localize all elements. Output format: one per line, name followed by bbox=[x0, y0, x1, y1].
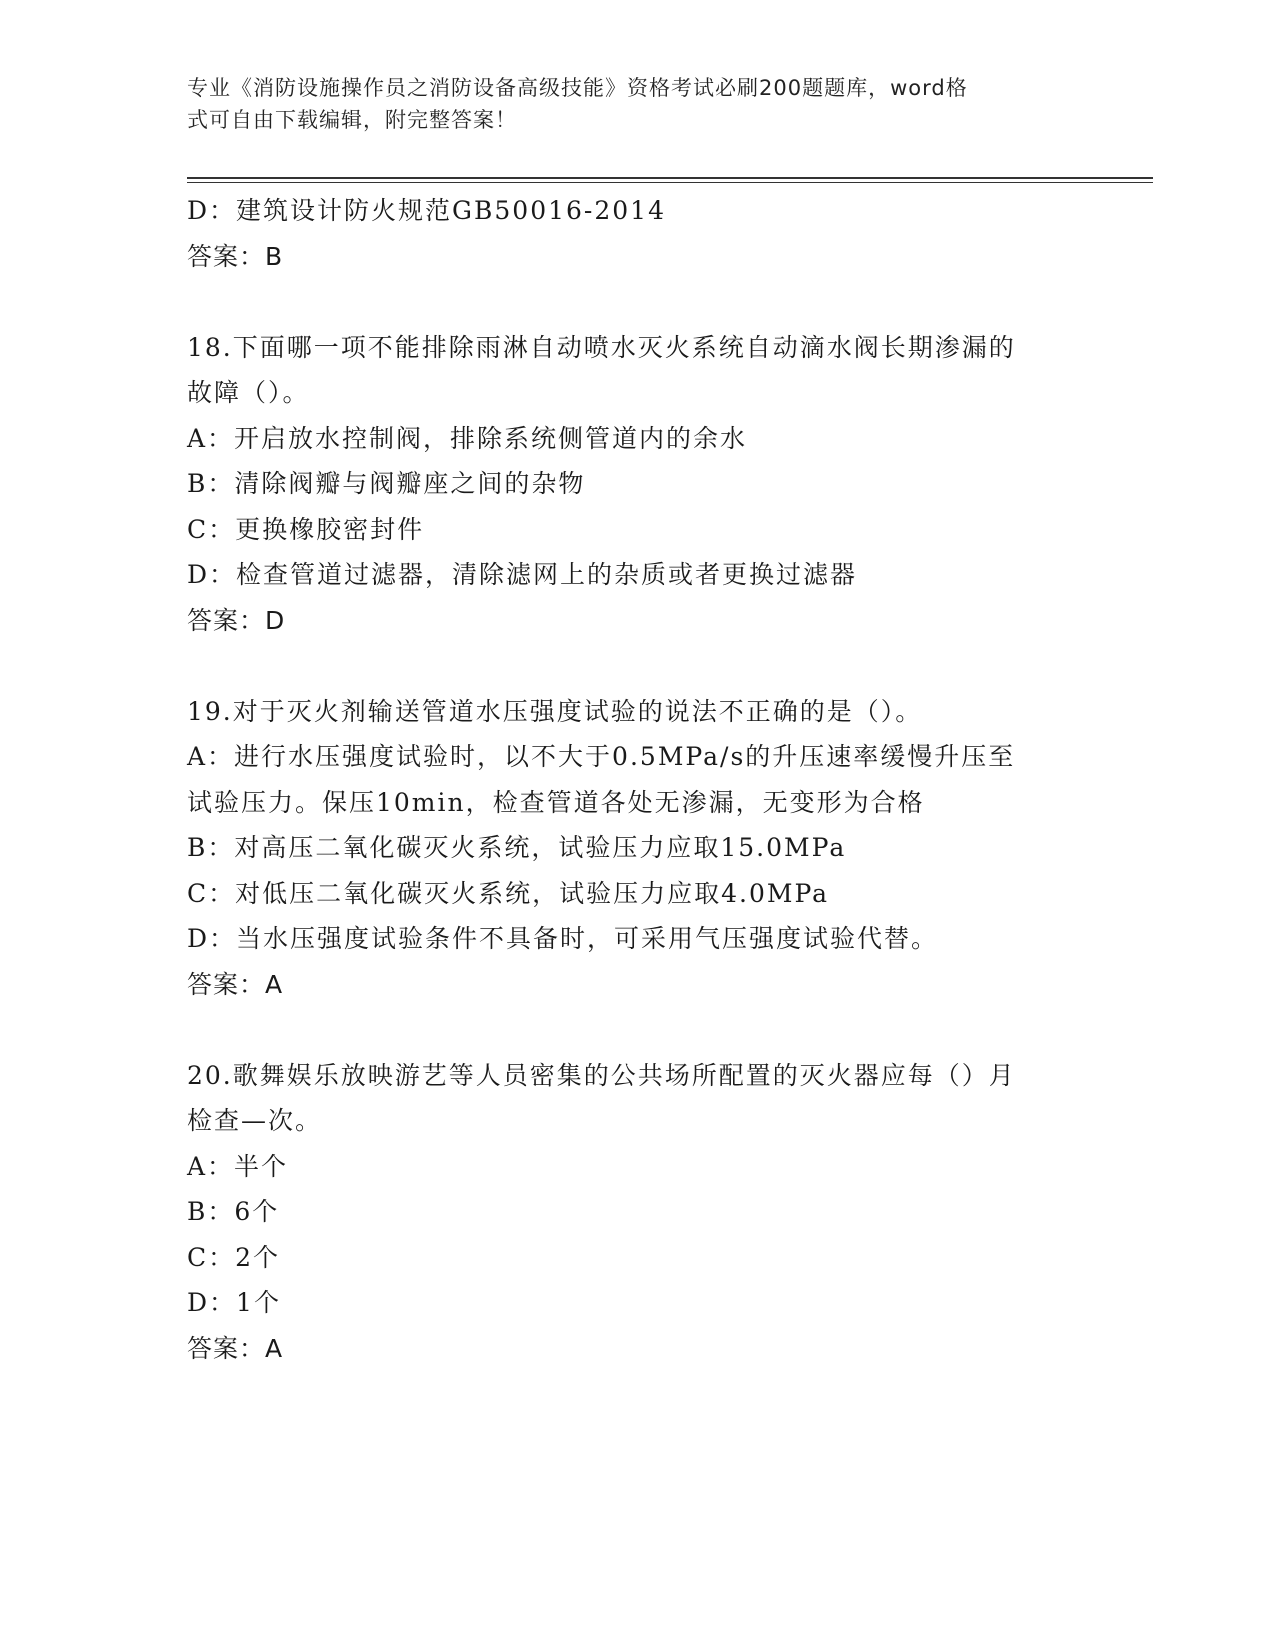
header-divider-thin bbox=[187, 182, 1153, 183]
q19-option-b: B：对高压二氧化碳灭火系统，试验压力应取15.0MPa bbox=[187, 833, 847, 862]
question-20 bbox=[187, 1053, 1087, 1372]
q19-stem: 19.对于灭火剂输送管道水压强度试验的说法不正确的是（）。 bbox=[187, 696, 923, 726]
spacer bbox=[187, 1007, 1087, 1053]
q19-option-a-line-1: A：进行水压强度试验时，以不大于0.5MPa/s的升压速率缓慢升压至 bbox=[187, 742, 1016, 771]
question-19 bbox=[187, 689, 1087, 1008]
header-line-1: 专业《消防设施操作员之消防设备高级技能》资格考试必刷200题题库，word格 bbox=[187, 76, 968, 100]
q19-option-c: C：对低压二氧化碳灭火系统，试验压力应取4.0MPa bbox=[187, 878, 830, 908]
q20-option-c: C：2个 bbox=[187, 1242, 281, 1272]
q19-option-d: D：当水压强度试验条件不具备时，可采用气压强度试验代替。 bbox=[187, 924, 939, 953]
q20-option-b: B：6个 bbox=[187, 1197, 280, 1226]
header-line-2: 式可自由下载编辑，附完整答案！ bbox=[187, 108, 517, 132]
q18-option-c: C：更换橡胶密封件 bbox=[187, 514, 425, 544]
q20-stem-line-2: 检查—次。 bbox=[187, 1106, 323, 1135]
q18-answer: 答案：D bbox=[187, 605, 286, 635]
q18-option-b: B：清除阀瓣与阀瓣座之间的杂物 bbox=[187, 469, 586, 498]
q19-option-a-line-2: 试验压力。保压10min，检查管道各处无渗漏，无变形为合格 bbox=[187, 787, 925, 817]
q18-option-a: A：开启放水控制阀，排除系统侧管道内的余水 bbox=[187, 423, 748, 453]
spacer bbox=[187, 643, 1087, 689]
q19-answer: 答案：A bbox=[187, 969, 284, 999]
q18-stem-line-1: 18.下面哪一项不能排除雨淋自动喷水灭火系统自动滴水阀长期渗漏的 bbox=[187, 332, 1016, 362]
question-18 bbox=[187, 325, 1087, 644]
q18-stem-line-2: 故障（）。 bbox=[187, 378, 310, 407]
prev-option-d: D：建筑设计防火规范GB50016-2014 bbox=[187, 196, 666, 225]
header-divider-thick bbox=[187, 177, 1153, 179]
q20-option-d: D：1个 bbox=[187, 1288, 281, 1317]
question-list bbox=[187, 188, 1087, 1371]
prev-answer: 答案：B bbox=[187, 241, 284, 271]
page-header bbox=[187, 72, 1067, 136]
q20-option-a: A：半个 bbox=[187, 1151, 289, 1181]
q20-answer: 答案：A bbox=[187, 1333, 284, 1363]
q18-option-d: D：检查管道过滤器，清除滤网上的杂质或者更换过滤器 bbox=[187, 560, 858, 589]
spacer bbox=[187, 279, 1087, 325]
q20-stem-line-1: 20.歌舞娱乐放映游艺等人员密集的公共场所配置的灭火器应每（）月 bbox=[187, 1060, 1016, 1090]
